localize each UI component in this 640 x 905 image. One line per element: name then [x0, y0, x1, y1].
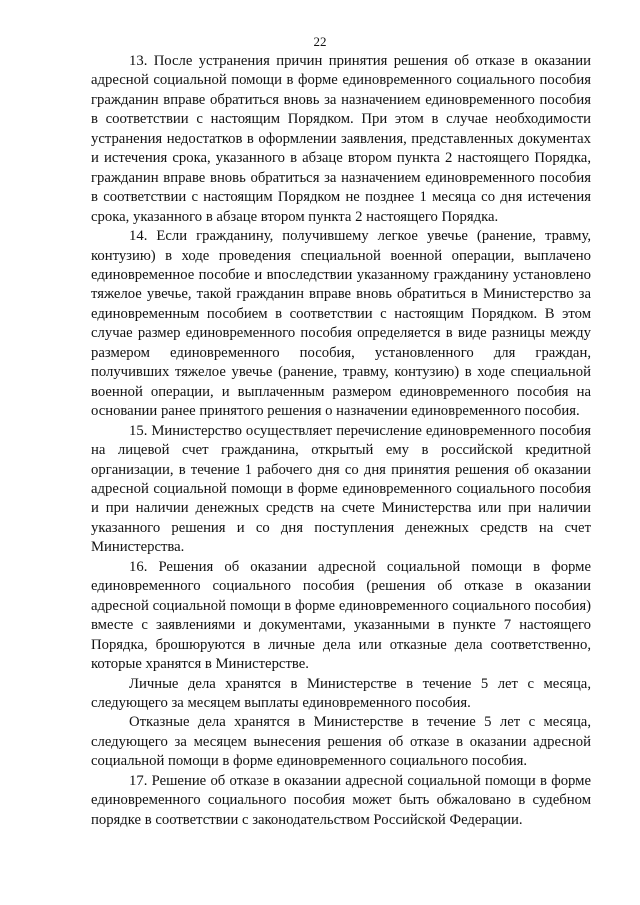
paragraph-16: 16. Решения об оказании адресной социальной помощи в форме единовременного социального пособия (решения об отказе в оказании адресной социальной помощи в форме единовременного социального пособия) вместе с заявлениями и документами, указанными в пункте 7 настоящего Порядка, брошюруются в личные дела или отказные дела соответственно, которые хранятся в Министерстве.: [91, 558, 591, 673]
paragraph-14: 14. Если гражданину, получившему легкое увечье (ранение, травму, контузию) в ходе проведения специальной военной операции, выплачено единовременное пособие и впоследствии указанному гражданину установлено тяжелое увечье, такой гражданин вправе вновь обратиться в Министерство за единовременным пособием в соответствии с настоящим Порядком. В этом случае размер единовременного пособия определяется в виде разницы между размером единовременного пособия, установленного для граждан, получивших тяжелое увечье (ранение, травму, контузию) в ходе специальной военной операции, и выплаченным размером единовременного пособия на основании ранее принятого решения о назначении единовременного пособия.: [91, 228, 591, 420]
page-number: 22: [313, 34, 327, 49]
paragraph-15: 15. Министерство осуществляет перечисление единовременного пособия на лицевой счет гражданина, открытый ему в российской кредитной организации, в течение 1 рабочего дня со дня принятия решения об оказании адресной социальной помощи в форме единовременного социального пособия и при наличии денежных средств на счете Министерства или при наличии указанного решения и со дня поступления денежных средств на счет Министерства.: [91, 422, 591, 556]
paragraph-refusal-files: Отказные дела хранятся в Министерстве в течение 5 лет с месяца, следующего за месяцем вынесения решения об отказе в оказании адресной социальной помощи в форме единовременного социального пособия.: [91, 714, 591, 770]
document-body: [91, 52, 591, 830]
paragraph-17: 17. Решение об отказе в оказании адресной социальной помощи в форме единовременного социального пособия может быть обжаловано в судебном порядке в соответствии с законодательством Российской Федерации.: [91, 772, 591, 828]
paragraph-personal-files: Личные дела хранятся в Министерстве в течение 5 лет с месяца, следующего за месяцем выплаты единовременного пособия.: [91, 675, 591, 711]
paragraph-13: 13. После устранения причин принятия решения об отказе в оказании адресной социальной помощи в форме единовременного социального пособия гражданин вправе обратиться вновь за назначением единовременного пособия в соответствии с настоящим Порядком. При этом в случае необходимости устранения недостатков в оформлении заявления, представленных документах и истечения срока, указанного в абзаце втором пункта 2 настоящего Порядка, гражданин вправе вновь обратиться за назначением единовременного пособия в соответствии с настоящим Порядком не позднее 1 месяца со дня истечения срока, указанного в абзаце втором пункта 2 настоящего Порядка.: [91, 53, 591, 225]
